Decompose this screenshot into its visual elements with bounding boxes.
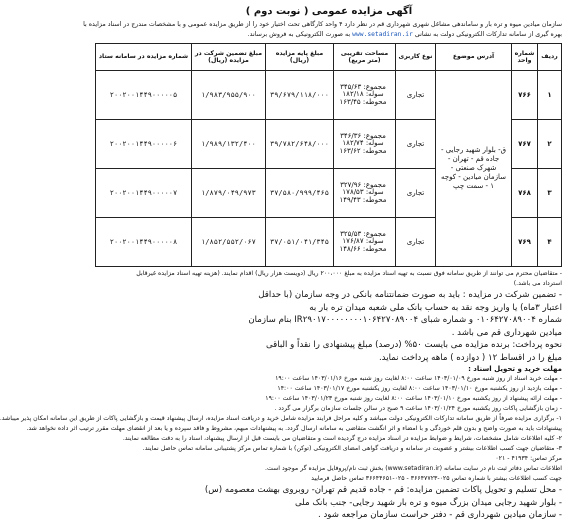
note-line: نحوه پرداخت: برنده مزایده می بایست ۵۰% (درصد) مبلغ پیشنهادی را نقداً و الباقی [265,340,562,350]
area-shed: سوله: ۱۷۸/۵۳ [342,188,384,197]
cell-deposit: ۱/۹۸۳/۹۵۵/۹۰۰ [192,71,266,120]
schedule-line: - مهلت خرید اسناد از روز شنبه مورخ ۱۴۰۳/۰۱/۰۹ ساعت ۸:۰۰ لغایت روز شنبه مورخ ۱۴۰۳/۰۱/۱۶ ساعت ۱۹:۰۰ [275,375,562,382]
cell-auction-number: ۲۰۰۲۰۰۱۴۴۹۰۰۰۰۰۵ [96,71,192,120]
cell-row-number: ۴ [538,218,562,267]
cell-usage: تجاری [396,218,436,267]
cell-unit-number: ۷۶۷ [512,120,538,169]
intro-line [96,30,562,40]
schedule-line: - مهلت ارائه پیشنهاد از روز یکشنبه مورخ ۱۴۰۳/۰۱/۱۰ ساعت ۸:۰۰ لغایت روز شنبه مورخ ۱۴۰۳/۰۱/۲۳ ساعت ۱۹:۰۰ [265,395,562,402]
cell-area [334,71,396,120]
cell-location: ق- بلوار شهید رجایی - جاده قم - تهران - شهرک صنعتی - سازمان میادین - کوچه ۱ - سمت چپ [436,71,512,267]
area-shed: سوله: ۱۷۶/۸۷ [342,237,384,246]
note-line: استرداد می باشد.) [513,280,562,287]
auction-items-table [95,43,562,267]
cell-unit-number: ۷۶۶ [512,71,538,120]
table-row [96,71,562,120]
cell-row-number: ۲ [538,120,562,169]
note-line: - متقاضیان محترم می توانند از طریق سامانه فوق نسبت به تهیه اسناد مزایده به مبلغ ۲۰۰،۰۰۰ ریال (دویست هزار ریال) اقدام نمایند. (هزینه تهیه اسناد مزایده غیرقابل [136,270,562,277]
cell-auction-number: ۲۰۰۲۰۰۱۴۴۹۰۰۰۰۰۶ [96,120,192,169]
cell-deposit: ۱/۹۸۹/۱۳۲/۴۰۰ [192,120,266,169]
area-total: مجموع: ۳۴۵/۶۳ [340,82,386,91]
cell-auction-number: ۲۰۰۲۰۰۱۴۴۹۰۰۰۰۰۷ [96,169,192,218]
address-line: - بلوار شهید رجایی میدان بزرگ میوه و تره بار شهید رجایی- جنب بانک ملی [295,497,562,508]
header-location: آدرس موضوع [436,44,512,71]
header-usage: نوع کاربری [396,44,436,71]
condition-line: ۱- برگزاری مزایده صرفاً از طریق سامانه تدارکات الکترونیکی دولت میباشد و کلیه مراحل فرایند مزایده شامل خرید و دریافت اسناد مزایده، ارسال پیشنهاد قیمت و بازگشایی پاکات از طریق این سامانه امکان پذیر میباشد. [0,415,562,422]
condition-line: مرکز تماس: ۴۱۹۳۴ - ۰۲۱ [495,455,562,462]
cell-base-price: ۳۷/۵۸۰/۹۹۹/۴۶۵ [266,169,334,218]
address-line: - محل تسلیم و تحویل پاکات تضمین مزایده: قم - جاده قدیم قم تهران- روبروی بهشت معصومه (س) [204,485,562,495]
note-line: - تضمین شرکت در مزایده : باید به صورت ضمانتنامه بانکی در وجه سازمان (با حداقل [258,290,562,300]
website-link[interactable]: www.setadiran.ir [352,31,413,38]
condition-line: ۲- کلیه اطلاعات شامل مشخصات، شرایط و ضوابط مزایده در اسناد مزایده درج گردیده است و متقاضیان می بایست قبل از ارسال پیشنهاد، اسناد را به دقت مطالعه نمایند. [122,435,562,442]
cell-usage: تجاری [396,120,436,169]
cell-base-price: ۳۷/۰۵۱/۰۴۱/۳۴۵ [266,218,334,267]
header-area: مساحت تقریبی (متر مربع) [334,44,396,71]
condition-line: ۳- متقاضیان جهت کسب اطلاعات بیشتر و عضویت در سامانه و دریافت گواهی امضای الکترونیکی (توکن) با شماره تماس مرکز پشتیبانی سامانه تماس حاصل نمایند. [142,445,562,452]
condition-line: اطلاعات تماس دفاتر ثبت نام در سایت سامانه (www.setadiran.ir) بخش ثبت نام/پروفایل مزایده گر موجود است. [265,465,562,472]
area-total: مجموع: ۳۲۵/۵۳ [340,229,386,238]
cell-unit-number: ۷۶۸ [512,169,538,218]
cell-usage: تجاری [396,169,436,218]
condition-line: پیشنهادات باید به صورت واضح و بدون قلم خوردگی و با امضاء و اثر انگشت متقاضی به سامانه ارسال گردد. به پیشنهادات مبهم، مشروط و فاقد سپرده و یا بعد از انقضای مهلت مقرر ترتیب اثر داده نخواهد شد. [26,425,562,432]
schedule-line: - مهلت بازدید از روز یکشنبه مورخ ۱۴۰۳/۰۱/۱۰ ساعت ۸:۰۰ لغایت روز یکشنبه مورخ ۱۴۰۳/۰۱/۱۷ ساعت ۱۴:۰۰ [277,385,562,392]
area-yard: محوطه: ۱۶۳/۶۲ [339,146,387,155]
cell-area [334,169,396,218]
notice-body [0,269,568,522]
header-deposit: مبلغ تضمین شرکت در مزایده (ریال) [192,44,266,71]
cell-unit-number: ۷۶۹ [512,218,538,267]
header-auction-number: شماره مزایده در سامانه ستاد [96,44,192,71]
note-line: اعتبار ۳ماه) یا واریز وجه نقد به حساب بانک ملی شعبه میدان تره بار به [309,302,562,313]
schedule-line: - زمان بازگشایی پاکات روز یکشنبه مورخ ۱۴۰۳/۰۱/۲۴ ساعت ۹ صبح در سالن جلسات سازمان برگزار می گردد . [274,405,562,412]
cell-usage: تجاری [396,71,436,120]
area-total: مجموع: ۳۲۷/۹۶ [340,180,386,189]
note-line: میادین شهرداری قم می باشد . [451,327,562,338]
header-unit-number: شماره واحد [512,44,538,71]
notice-title: آگهی مزایده عمومی ( نوبت دوم ) [245,6,413,17]
auction-notice [0,2,568,522]
cell-auction-number: ۲۰۰۲۰۰۱۴۴۹۰۰۰۰۰۸ [96,218,192,267]
intro-suffix: به صورت الکترونیکی به فروش برساند. [247,31,351,38]
area-shed: سوله: ۱۸۲/۱۸ [342,90,384,99]
intro-line-2: بهره گیری از سامانه تدارکات الکترونیکی دولت به نشانی [414,31,562,38]
cell-base-price: ۳۹/۷۸۲/۶۴۸/۰۰۰ [266,120,334,169]
cell-row-number: ۱ [538,71,562,120]
header-base-price: مبلغ پایه مزایده (ریال) [266,44,334,71]
intro-text [83,20,568,40]
area-shed: سوله: ۱۸۲/۷۴ [342,139,384,148]
header-row-number: ردیف [538,44,562,71]
cell-deposit: ۱/۸۵۲/۵۵۲/۰۶۷ [192,218,266,267]
note-line: مبلغ را در اقساط ۱۲ ( دوازده ) ماهه پرداخت نماید. [378,352,562,363]
table-header-row [96,44,562,71]
cell-deposit: ۱/۸۷۹/۰۴۹/۹۷۳ [192,169,266,218]
area-yard: محوطه: ۱۴۹/۴۳ [339,195,387,204]
note-line: شماره ۰۱۰۶۴۲۷۰۸۹۰۰۴ و شماره شبای IR۲۹۰۱۷۰۰۰۰۰۰۰۰۱۰۶۴۲۷۰۸۹۰۰۴ بنام سازمان [248,315,562,325]
cell-base-price: ۳۹/۶۷۹/۱۱۸/۰۰۰ [266,71,334,120]
address-line: - سازمان میادین شهرداری قم - دفتر حراست سازمان مراجعه شود . [318,510,562,520]
cell-row-number: ۳ [538,169,562,218]
condition-line: جهت کسب اطلاعات بیشتر با شماره تماس ۰۲۵-۳۶۶۴۷۷۲۳ - ۰۲۵-۳۶۶۴۴۶۵۱ تماس حاصل فرمایید [311,475,562,482]
cell-area [334,120,396,169]
schedule-title: مهلت خرید و تحویل اسناد : [468,365,562,373]
cell-area [334,218,396,267]
area-yard: محوطه: ۱۶۳/۴۵ [339,97,387,106]
area-yard: محوطه: ۱۴۸/۶۶ [339,244,387,253]
area-total: مجموع: ۳۴۶/۳۶ [340,131,386,140]
intro-line: سازمان میادین میوه و تره بار و ساماندهی مشاغل شهری شهرداری قم در نظر دارد ۴ واحد کارگاهی تحت اختیار خود را از طریق مزایده عمومی و با مشخصات مندرج در اسناد مزایده با [83,21,562,28]
